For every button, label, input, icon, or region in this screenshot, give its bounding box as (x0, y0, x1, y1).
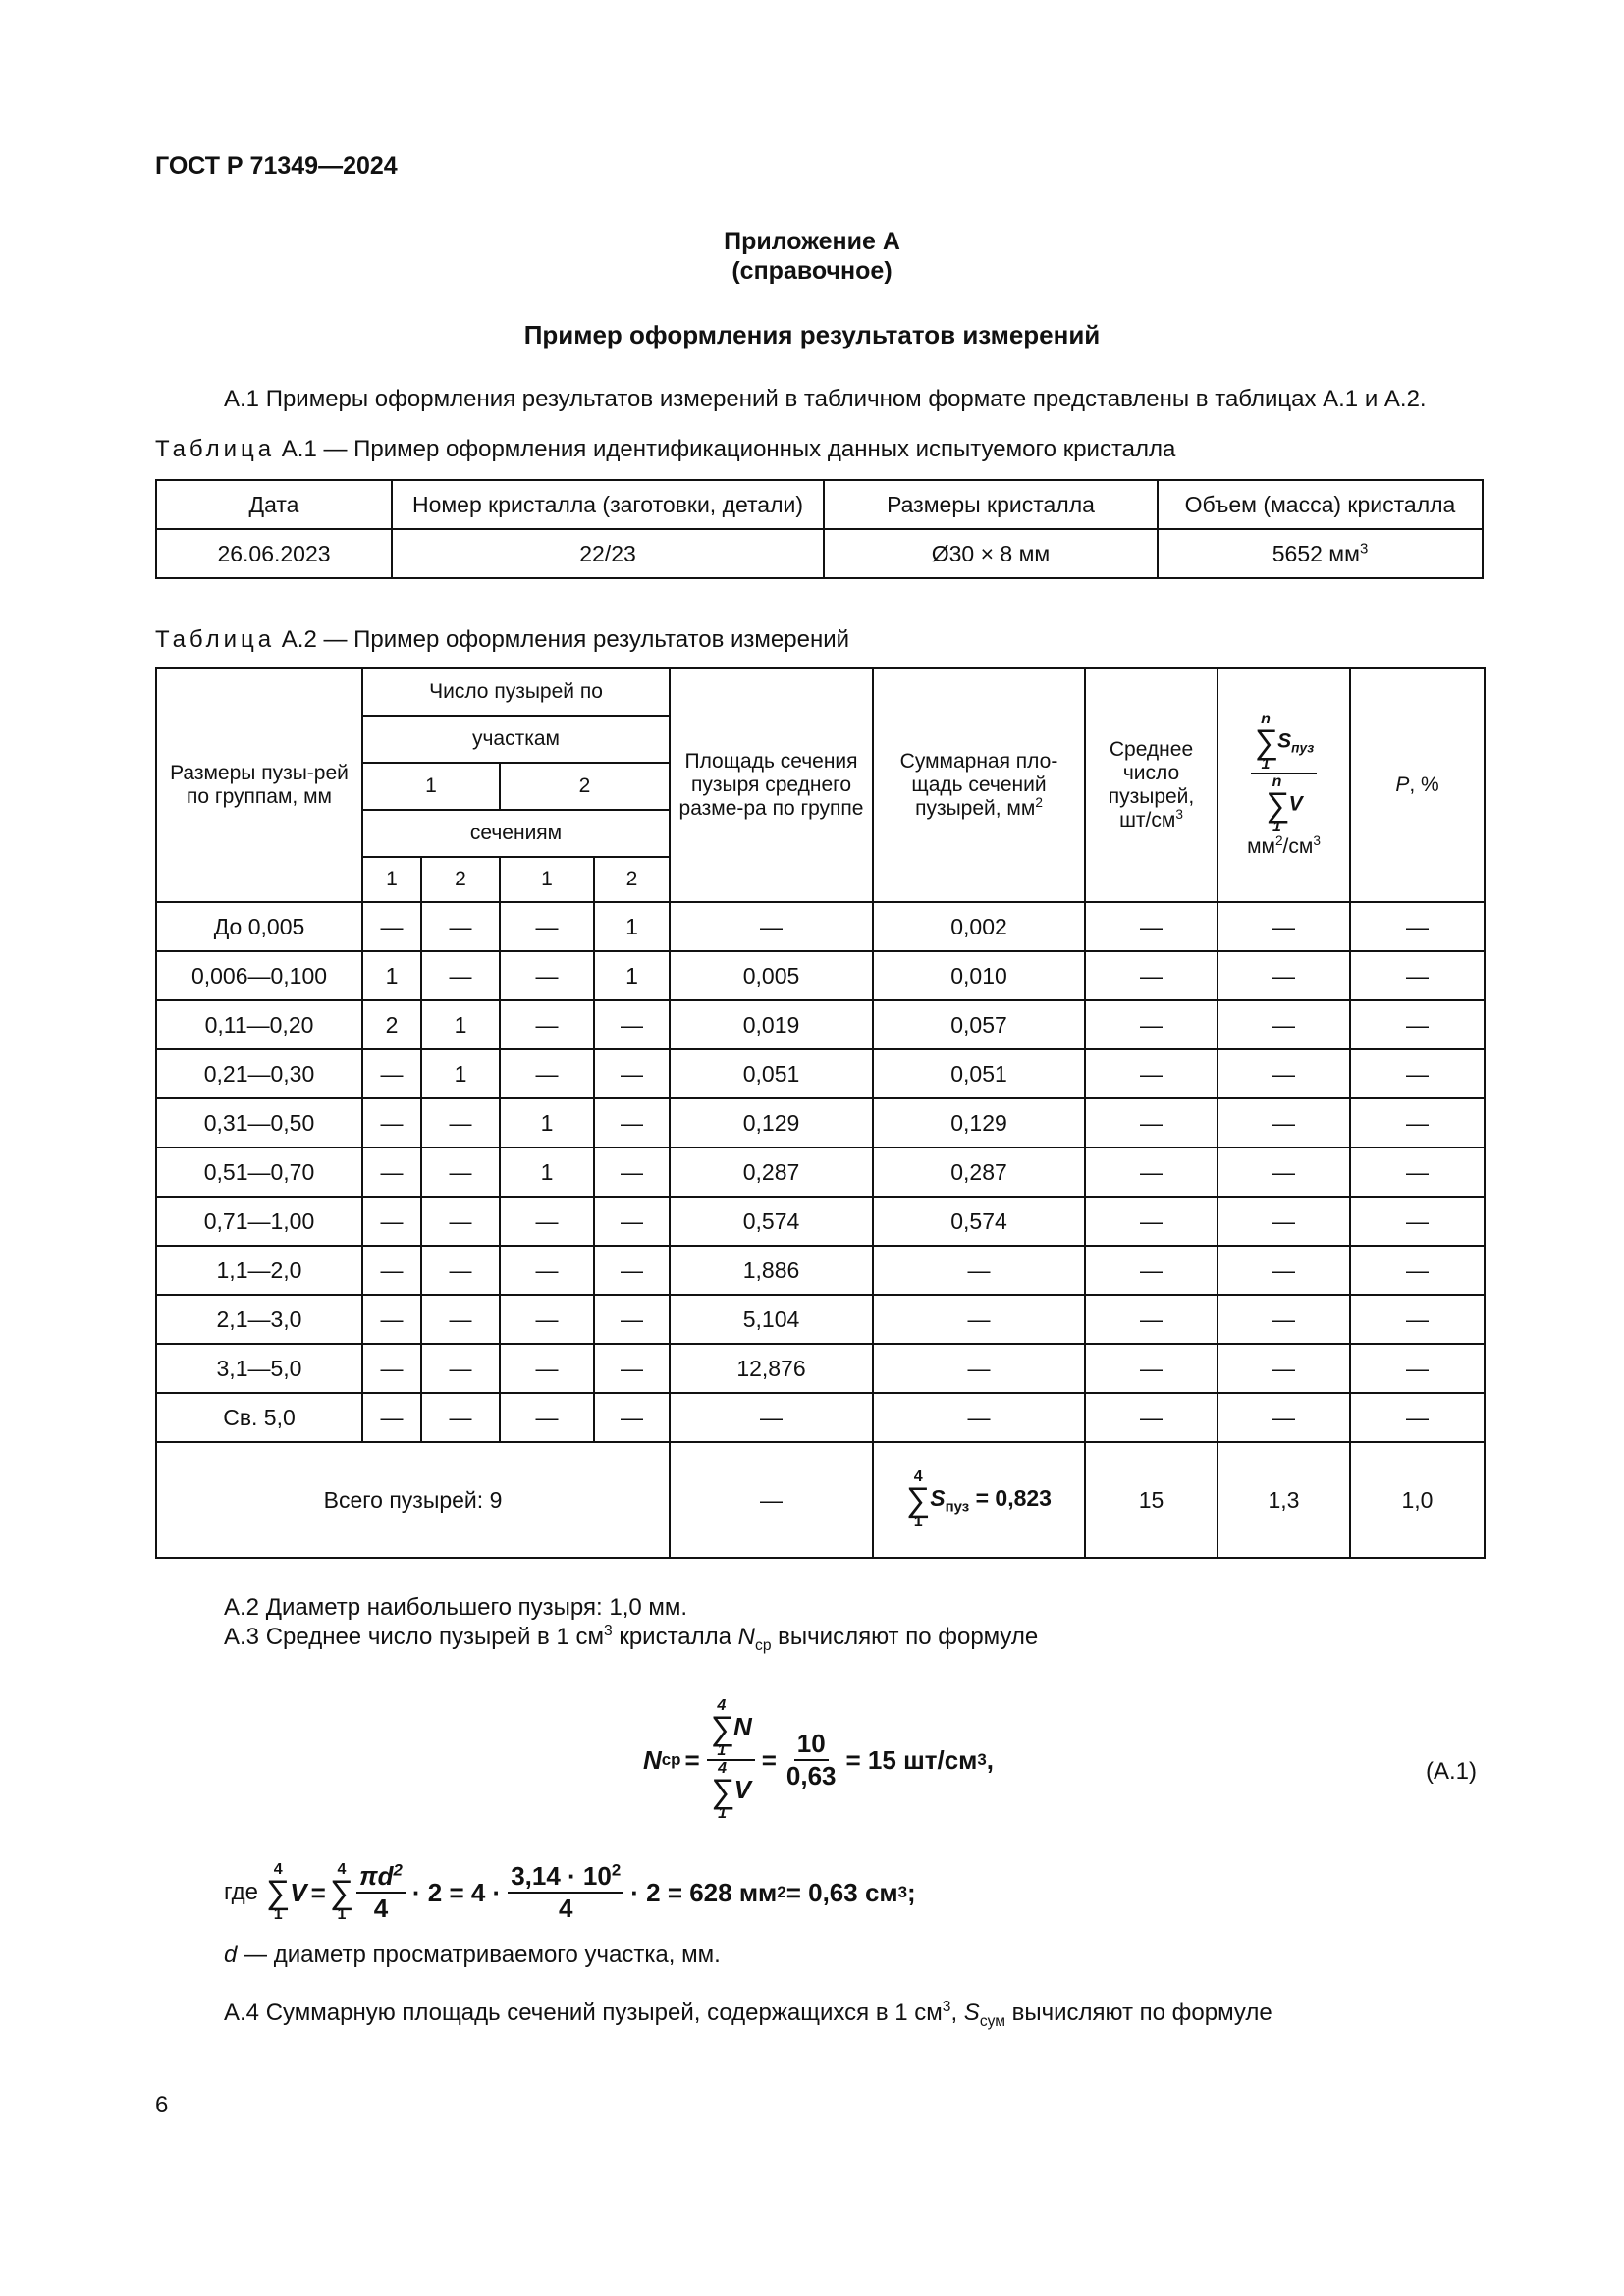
p-unit: , % (1409, 774, 1439, 796)
table-row (156, 1393, 1485, 1442)
header-sum-area (873, 668, 1085, 902)
cell-avg-count: — (1085, 1246, 1218, 1295)
table-row (156, 1049, 1485, 1098)
header-sites: участкам (362, 716, 670, 763)
cell-count-s1-c1: — (362, 1049, 421, 1098)
header-ratio (1218, 668, 1350, 902)
cell-size-group: 0,21—0,30 (156, 1049, 362, 1098)
cell-count-s2-c1: — (500, 1000, 594, 1049)
caption-text: А.2 — Пример оформления результатов измерений (281, 626, 850, 653)
cell-p-value: — (1350, 1393, 1485, 1442)
cell-count-s1-c2: — (421, 1098, 500, 1148)
cell-size: Ø30 × 8 мм (824, 529, 1158, 578)
cell-count-s1-c2: 1 (421, 1049, 500, 1098)
header-number: Номер кристалла (заготовки, детали) (392, 480, 824, 529)
cell-count-s2-c1: 1 (500, 1098, 594, 1148)
cell-count-s1-c1: — (362, 1246, 421, 1295)
table-row (156, 951, 1485, 1000)
cell-sum-area: — (873, 1393, 1085, 1442)
total-row (156, 1442, 1485, 1558)
cell-p-value: — (1350, 902, 1485, 951)
total-sum-area: 4 ∑ 1 $S_{пуз} = 0,823$ (873, 1442, 1085, 1558)
cell-count-s2-c2: — (594, 1000, 670, 1049)
table-row (156, 1098, 1485, 1148)
cell-number: 22/23 (392, 529, 824, 578)
cell-count-s1-c2: 1 (421, 1000, 500, 1049)
cell-area: 12,876 (670, 1344, 873, 1393)
where-word: где (224, 1879, 259, 1905)
cell-count-s1-c2: — (421, 1148, 500, 1197)
table-a2-body (156, 902, 1485, 1442)
cell-avg-count: — (1085, 1000, 1218, 1049)
cell-volume (1158, 529, 1483, 578)
cell-sum-area: 0,574 (873, 1197, 1085, 1246)
cell-area: — (670, 902, 873, 951)
cell-avg-count: — (1085, 1344, 1218, 1393)
cell-count-s1-c1: — (362, 1197, 421, 1246)
cell-ratio: — (1218, 1197, 1350, 1246)
header-site-1: 1 (362, 763, 500, 810)
cell-size-group: Св. 5,0 (156, 1393, 362, 1442)
paragraph-d: d — диаметр просматриваемого участка, мм. (224, 1942, 721, 1968)
cell-ratio: — (1218, 1000, 1350, 1049)
table-row (156, 1000, 1485, 1049)
cell-area: 0,005 (670, 951, 873, 1000)
sum-fraction: 4 ∑ 1 N 4 ∑ 1 V (707, 1698, 755, 1822)
header-section: 2 (421, 857, 500, 902)
sum-area-text: Суммарная пло-щадь сечений пузырей, мм (899, 750, 1058, 820)
formula-a1: N ср = 4 ∑ 1 N 4 ∑ 1 V = $\frac{10}{0,63}$ = 15 шт/см 3 , (643, 1697, 995, 1822)
formula-volume: где 4 ∑ 1 V = 4 ∑ 1 $\pi d^2$ 4 · 2 = 4 · $3,14 \cdot 10^2$ 4 · 2 = 628 мм 2 = 0,63 см 3 ; (224, 1860, 916, 1923)
cell-count-s2-c2: — (594, 1344, 670, 1393)
cell-count-s2-c1: — (500, 902, 594, 951)
cell-area: 1,886 (670, 1246, 873, 1295)
appendix-kind: (справочное) (731, 257, 893, 285)
cell-count-s1-c1: — (362, 902, 421, 951)
cell-p-value: — (1350, 1000, 1485, 1049)
cell-ratio: — (1218, 1344, 1350, 1393)
cell-avg-count: — (1085, 902, 1218, 951)
caption-text: А.1 — Пример оформления идентификационных данных испытуемого кристалла (281, 436, 1176, 462)
volume-value: 5652 мм (1272, 541, 1360, 566)
cell-count-s1-c1: — (362, 1344, 421, 1393)
cell-ratio: — (1218, 951, 1350, 1000)
cell-p-value: — (1350, 1344, 1485, 1393)
cell-count-s2-c2: — (594, 1098, 670, 1148)
cell-sum-area: — (873, 1246, 1085, 1295)
cell-count-s2-c2: — (594, 1049, 670, 1098)
caption-word: Таблица (155, 626, 276, 653)
header-count: Число пузырей по (362, 668, 670, 716)
sum-area-exponent: 2 (1035, 795, 1043, 810)
sigma-icon: n ∑ 1 (1265, 774, 1289, 835)
header-sizes: Размеры пузы-рей по группам, мм (156, 668, 362, 902)
total-p: 1,0 (1350, 1442, 1485, 1558)
cell-size-group: 2,1—3,0 (156, 1295, 362, 1344)
cell-area: 0,051 (670, 1049, 873, 1098)
cell-count-s1-c2: — (421, 1295, 500, 1344)
cell-p-value: — (1350, 1148, 1485, 1197)
header-p (1350, 668, 1485, 902)
sigma-icon: 4 ∑ 1 (710, 1760, 734, 1822)
sigma-icon: n ∑ 1 (1253, 711, 1278, 773)
cell-area: 0,287 (670, 1148, 873, 1197)
cell-size-group: 0,11—0,20 (156, 1000, 362, 1049)
cell-ratio: — (1218, 1148, 1350, 1197)
table-a1 (155, 479, 1484, 579)
cell-ratio: — (1218, 1246, 1350, 1295)
ratio-numerator: n ∑ 1 $S_{пуз}$ (1251, 712, 1317, 774)
cell-size-group: До 0,005 (156, 902, 362, 951)
cell-count-s2-c1: — (500, 951, 594, 1000)
cell-sum-area: — (873, 1344, 1085, 1393)
appendix-heading: Пример оформления результатов измерений (523, 320, 1101, 349)
cell-p-value: — (1350, 951, 1485, 1000)
paragraph-a2: А.2 Диаметр наибольшего пузыря: 1,0 мм. (224, 1594, 688, 1621)
cell-count-s2-c1: — (500, 1295, 594, 1344)
value-fraction: $\frac{10}{0,63}$ (785, 1729, 837, 1790)
cell-count-s1-c1: — (362, 1148, 421, 1197)
page-number: 6 (155, 2092, 169, 2118)
cell-sum-area: 0,051 (873, 1049, 1085, 1098)
cell-size-group: 0,006—0,100 (156, 951, 362, 1000)
sigma-icon: 4 ∑ 1 (266, 1861, 291, 1923)
cell-p-value: — (1350, 1049, 1485, 1098)
cell-sum-area: 0,287 (873, 1148, 1085, 1197)
cell-avg-count: — (1085, 1295, 1218, 1344)
cell-count-s2-c1: — (500, 1344, 594, 1393)
paragraph-a4: А.4 Суммарную площадь сечений пузырей, содержащихся в 1 $см^3$, $S_{сум}$ вычисляют по формуле (224, 1999, 1272, 2030)
cell-sum-area: 0,002 (873, 902, 1085, 951)
table-row (156, 1197, 1485, 1246)
header-site-2: 2 (500, 763, 670, 810)
formula-number: (А.1) (1426, 1758, 1478, 1785)
header-sections: сечениям (362, 810, 670, 857)
cell-count-s1-c1: 2 (362, 1000, 421, 1049)
cell-size-group: 0,51—0,70 (156, 1148, 362, 1197)
sigma-icon: 4 ∑ 1 (329, 1861, 354, 1923)
table-a1-caption (155, 436, 1175, 463)
cell-date: 26.06.2023 (156, 529, 392, 578)
cell-area: 0,019 (670, 1000, 873, 1049)
appendix-title: Приложение А (724, 228, 900, 255)
header-section: 1 (362, 857, 421, 902)
table-a2-caption (155, 626, 849, 654)
cell-count-s2-c2: — (594, 1148, 670, 1197)
cell-count-s2-c1: — (500, 1393, 594, 1442)
avg-text: Среднее число пузырей, шт/см (1108, 738, 1195, 831)
header-section: 1 (500, 857, 594, 902)
table-row (156, 1246, 1485, 1295)
cell-count-s1-c2: — (421, 902, 500, 951)
cell-p-value: — (1350, 1098, 1485, 1148)
cell-avg-count: — (1085, 1148, 1218, 1197)
cell-ratio: — (1218, 902, 1350, 951)
cell-ratio: — (1218, 1098, 1350, 1148)
header-date: Дата (156, 480, 392, 529)
cell-p-value: — (1350, 1246, 1485, 1295)
sigma-icon: 4 ∑ 1 (906, 1468, 931, 1530)
total-ratio: 1,3 (1218, 1442, 1350, 1558)
cell-count-s2-c2: — (594, 1197, 670, 1246)
header-size: Размеры кристалла (824, 480, 1158, 529)
ratio-unit: $мм^2/см^3$ (1247, 833, 1321, 858)
cell-avg-count: — (1085, 951, 1218, 1000)
cell-count-s2-c1: — (500, 1246, 594, 1295)
cell-ratio: — (1218, 1049, 1350, 1098)
ratio-fraction (1251, 712, 1317, 835)
cell-avg-count: — (1085, 1393, 1218, 1442)
cell-count-s1-c2: — (421, 1246, 500, 1295)
cell-count-s1-c2: — (421, 1344, 500, 1393)
cell-count-s2-c2: — (594, 1393, 670, 1442)
table-row (156, 902, 1485, 951)
p-symbol: P (1395, 774, 1410, 796)
cell-sum-area: — (873, 1295, 1085, 1344)
cell-avg-count: — (1085, 1049, 1218, 1098)
sigma-icon: 4 ∑ 1 (709, 1697, 733, 1759)
header-avg (1085, 668, 1218, 902)
value-fraction: $3,14 \cdot 10^2$ 4 (508, 1861, 623, 1924)
caption-word: Таблица (155, 436, 276, 462)
total-label: Всего пузырей: 9 (156, 1442, 670, 1558)
cell-count-s1-c2: — (421, 1393, 500, 1442)
cell-count-s2-c2: — (594, 1295, 670, 1344)
cell-count-s1-c1: — (362, 1393, 421, 1442)
cell-count-s2-c2: — (594, 1246, 670, 1295)
cell-count-s2-c2: 1 (594, 951, 670, 1000)
cell-sum-area: 0,129 (873, 1098, 1085, 1148)
cell-count-s1-c1: 1 (362, 951, 421, 1000)
document-code: ГОСТ Р 71349—2024 (155, 152, 398, 180)
header-area: Площадь сечения пузыря среднего разме-ра по группе (670, 668, 873, 902)
avg-exponent: 3 (1175, 807, 1183, 822)
total-avg: 15 (1085, 1442, 1218, 1558)
cell-count-s2-c2: 1 (594, 902, 670, 951)
cell-count-s2-c1: — (500, 1049, 594, 1098)
cell-ratio: — (1218, 1393, 1350, 1442)
cell-count-s1-c2: — (421, 1197, 500, 1246)
pi-fraction: $\pi d^2$ 4 (356, 1861, 406, 1924)
cell-p-value: — (1350, 1197, 1485, 1246)
cell-sum-area: 0,010 (873, 951, 1085, 1000)
cell-size-group: 3,1—5,0 (156, 1344, 362, 1393)
volume-exponent: 3 (1359, 540, 1369, 558)
cell-size-group: 1,1—2,0 (156, 1246, 362, 1295)
cell-area: 0,574 (670, 1197, 873, 1246)
paragraph-a1: А.1 Примеры оформления результатов измерений в табличном формате представлены в таблицах А.1 и А.2. (224, 386, 1427, 412)
cell-sum-area: 0,057 (873, 1000, 1085, 1049)
table-row (156, 1148, 1485, 1197)
header-section: 2 (594, 857, 670, 902)
paragraph-a3: А.3 Среднее число пузырей в 1 $см^3$ кристалла $N_{ср}$ вычисляют по формуле (224, 1623, 1039, 1654)
cell-area: — (670, 1393, 873, 1442)
cell-count-s1-c1: — (362, 1295, 421, 1344)
cell-area: 5,104 (670, 1295, 873, 1344)
header-volume: Объем (масса) кристалла (1158, 480, 1483, 529)
cell-size-group: 0,31—0,50 (156, 1098, 362, 1148)
cell-avg-count: — (1085, 1098, 1218, 1148)
cell-p-value: — (1350, 1295, 1485, 1344)
cell-size-group: 0,71—1,00 (156, 1197, 362, 1246)
table-row (156, 1295, 1485, 1344)
cell-count-s2-c1: — (500, 1197, 594, 1246)
total-area: — (670, 1442, 873, 1558)
cell-count-s1-c2: — (421, 951, 500, 1000)
cell-count-s1-c1: — (362, 1098, 421, 1148)
cell-ratio: — (1218, 1295, 1350, 1344)
cell-area: 0,129 (670, 1098, 873, 1148)
ratio-denominator: n ∑ 1 V (1265, 774, 1303, 835)
table-a2 (155, 667, 1486, 1559)
cell-count-s2-c1: 1 (500, 1148, 594, 1197)
cell-avg-count: — (1085, 1197, 1218, 1246)
table-row (156, 1344, 1485, 1393)
